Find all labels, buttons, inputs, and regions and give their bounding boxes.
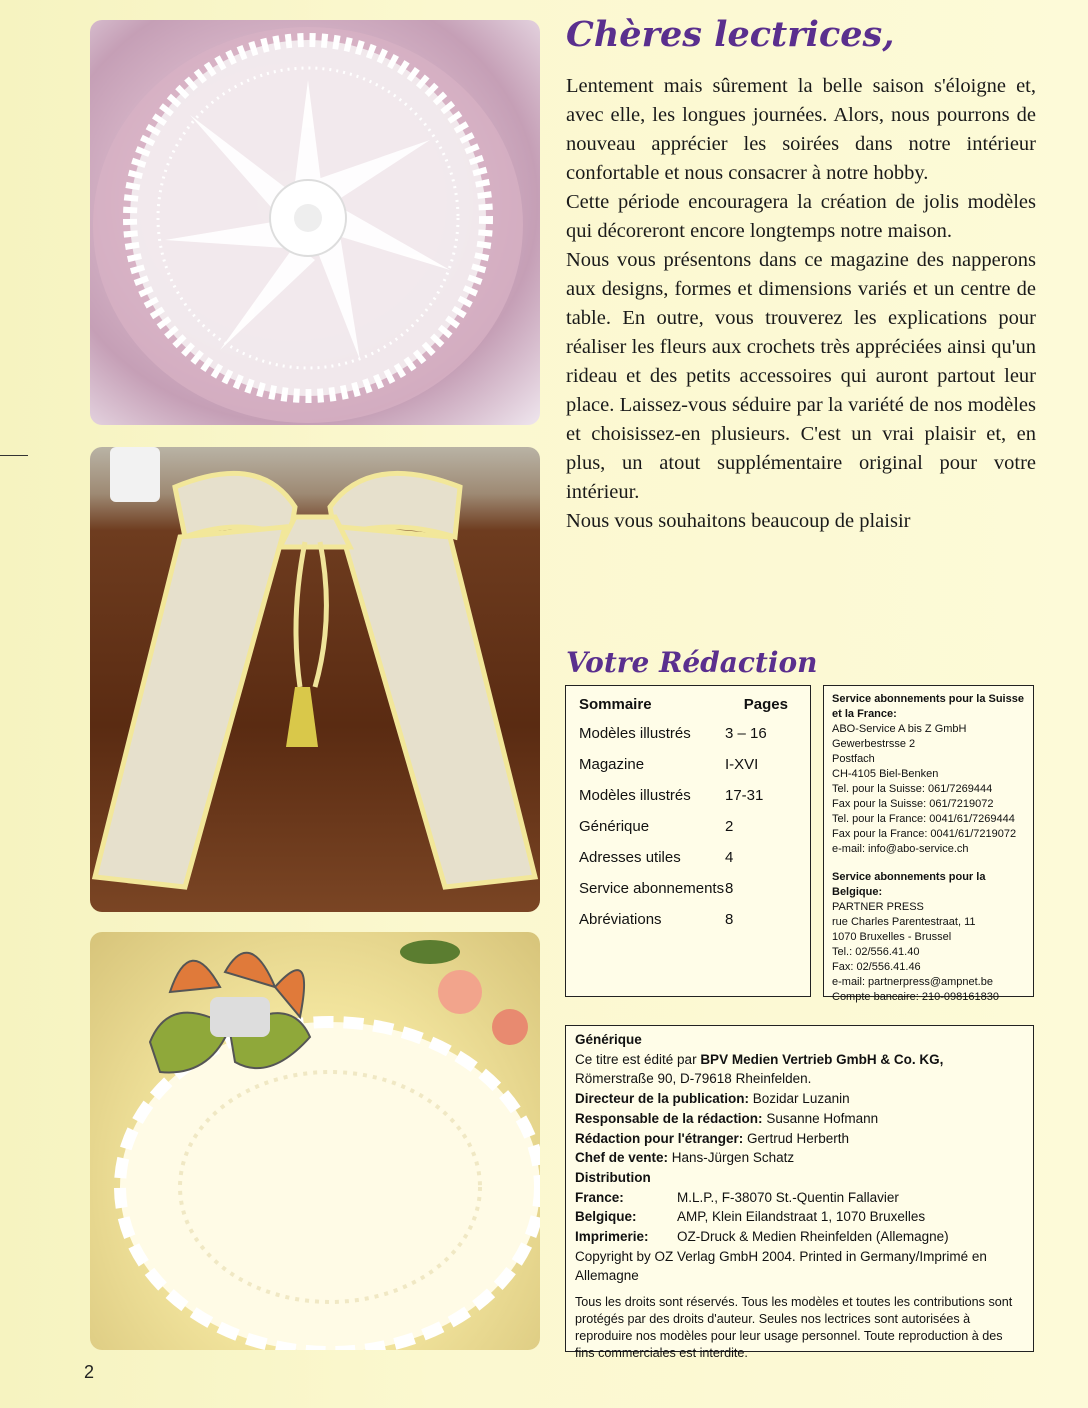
page-title: Chères lectrices, (566, 14, 895, 55)
summary-box (565, 685, 811, 997)
imprint-label: Chef de vente: (575, 1150, 669, 1166)
intro-paragraph: Cette période encouragera la création de jolis modèles qui décoreront encore longtemps notre maison. (566, 191, 1036, 242)
service-line: e-mail: partnerpress@ampnet.be (832, 976, 993, 988)
service-line: CH-4105 Biel-Benken (832, 768, 939, 780)
summary-item (579, 818, 796, 849)
intro-paragraph: Nous vous souhaitons beaucoup de plaisir (566, 510, 911, 532)
summary-pages-header: Pages (743, 696, 788, 713)
service-line: PARTNER PRESS (832, 901, 924, 913)
service-line: Fax pour la Suisse: 061/7219072 (832, 798, 994, 810)
page-number: 2 (84, 1362, 95, 1382)
summary-item (579, 880, 796, 911)
intro-paragraph: Lentement mais sûrement la belle saison s'éloigne et, avec elle, les longues journées. Alors, nous pourrons de nouveau apprécier les soirées dans notre intérieur confortable et nous consacrer à notre hobby. (566, 75, 1036, 184)
summary-item-pages: 3 – 16 (725, 725, 767, 742)
summary-item (579, 849, 796, 880)
summary-item-label: Abréviations (579, 911, 662, 928)
service-line: 1070 Bruxelles - Brussel (832, 931, 952, 943)
summary-title: Sommaire (579, 696, 652, 713)
photo-doily-with-candle-holder (90, 932, 540, 1350)
summary-item-pages: 8 (725, 911, 734, 928)
imprint-label: Responsable de la rédaction: (575, 1110, 763, 1126)
distribution-key: Imprimerie: (575, 1229, 649, 1245)
photo-doily-on-pink-plate (90, 20, 540, 425)
service-line: Tel. pour la France: 0041/61/7269444 (832, 813, 1015, 825)
subscription-service-box (823, 685, 1034, 1003)
photo-linen-bow-on-wood (90, 447, 540, 912)
imprint-publisher: BPV Medien Vertrieb GmbH & Co. KG, (700, 1051, 944, 1067)
imprint-label: Directeur de la publication: (575, 1091, 750, 1107)
service-line: Postfach (832, 753, 875, 765)
intro-text (566, 72, 1036, 536)
service-belgique-title: Service abonnements pour la Belgique: (832, 871, 986, 898)
imprint-rights: Tous les droits sont réservés. Tous les modèles et toutes les contributions sont protégés par des droits d'auteur. Seules nos lectrices sont autorisées à reproduire nos modèles pour leur usage personnel. Toute reproduction à des fins commerciales est interdite. (575, 1295, 1013, 1361)
summary-item-label: Adresses utiles (579, 849, 681, 866)
summary-item-pages: 8 (725, 880, 734, 897)
summary-header (566, 686, 810, 713)
distribution-value: AMP, Klein Eilandstraat 1, 1070 Bruxelles (677, 1209, 926, 1225)
summary-item (579, 756, 796, 787)
summary-item (579, 787, 796, 818)
summary-list (566, 725, 810, 942)
service-line: Fax pour la France: 0041/61/7219072 (832, 828, 1017, 840)
imprint-value: Hans-Jürgen Schatz (668, 1150, 795, 1166)
service-suisse-title: Service abonnements pour la Suisse et la France: (832, 693, 1024, 720)
service-line: rue Charles Parentestraat, 11 (832, 916, 976, 928)
summary-item-label: Magazine (579, 756, 645, 773)
intro-paragraph: Nous vous présentons dans ce magazine des napperons aux designs, formes et dimensions variés et un centre de table. En outre, vous trouverez les explications pour réaliser les fleurs aux crochets très appréciées ainsi qu'un rideau et des petits accessoires qui auront partout leur place. Laissez-vous séduire par la variété de nos modèles et choisissez-en plusieurs. C'est un vrai plaisir et, en plus, un atout supplémentaire original pour votre intérieur. (566, 249, 1036, 503)
imprint-value: Susanne Hofmann (762, 1110, 879, 1126)
imprint-copyright: Copyright by OZ Verlag GmbH 2004. Printed in Germany/Imprimé en Allemagne (575, 1248, 987, 1284)
imprint-title: Générique (575, 1032, 642, 1047)
summary-item-pages: 4 (725, 849, 734, 866)
summary-item-pages: 17-31 (725, 787, 764, 804)
distribution-row (575, 1188, 1024, 1208)
imprint-publisher-prefix: Ce titre est édité par (575, 1051, 701, 1067)
service-line: Tel.: 02/556.41.40 (832, 946, 920, 958)
service-line: e-mail: info@abo-service.ch (832, 843, 969, 855)
distribution-value: OZ-Druck & Medien Rheinfelden (Allemagne) (677, 1229, 949, 1245)
summary-item-pages: I-XVI (725, 756, 759, 773)
service-line: Tel. pour la Suisse: 061/7269444 (832, 783, 993, 795)
summary-item (579, 911, 796, 942)
service-line: Compte bancaire: 210-098161830 (832, 991, 999, 1003)
distribution-key: France: (575, 1189, 624, 1205)
signature: Votre Rédaction (566, 646, 818, 679)
summary-item-label: Modèles illustrés (579, 725, 691, 742)
margin-mark (0, 455, 28, 456)
summary-item-label: Modèles illustrés (579, 787, 691, 804)
service-line: Gewerbestrsse 2 (832, 738, 916, 750)
imprint-distribution: Distribution (575, 1169, 651, 1185)
summary-item (579, 725, 796, 756)
service-line: ABO-Service A bis Z GmbH (832, 723, 967, 735)
summary-item-label: Générique (579, 818, 650, 835)
summary-item-pages: 2 (725, 818, 734, 835)
imprint-box (565, 1025, 1034, 1361)
imprint-value: Gertrud Herberth (743, 1130, 850, 1146)
distribution-key: Belgique: (575, 1209, 637, 1225)
imprint-label: Rédaction pour l'étranger: (575, 1130, 744, 1146)
imprint-address: Römerstraße 90, D-79618 Rheinfelden. (575, 1071, 812, 1087)
service-line: Fax: 02/556.41.46 (832, 961, 921, 973)
distribution-value: M.L.P., F-38070 St.-Quentin Fallavier (677, 1189, 899, 1205)
summary-item-label: Service abonnements (579, 880, 725, 897)
distribution-row (575, 1227, 1024, 1247)
imprint-value: Bozidar Luzanin (749, 1091, 850, 1107)
distribution-row (575, 1207, 1024, 1227)
